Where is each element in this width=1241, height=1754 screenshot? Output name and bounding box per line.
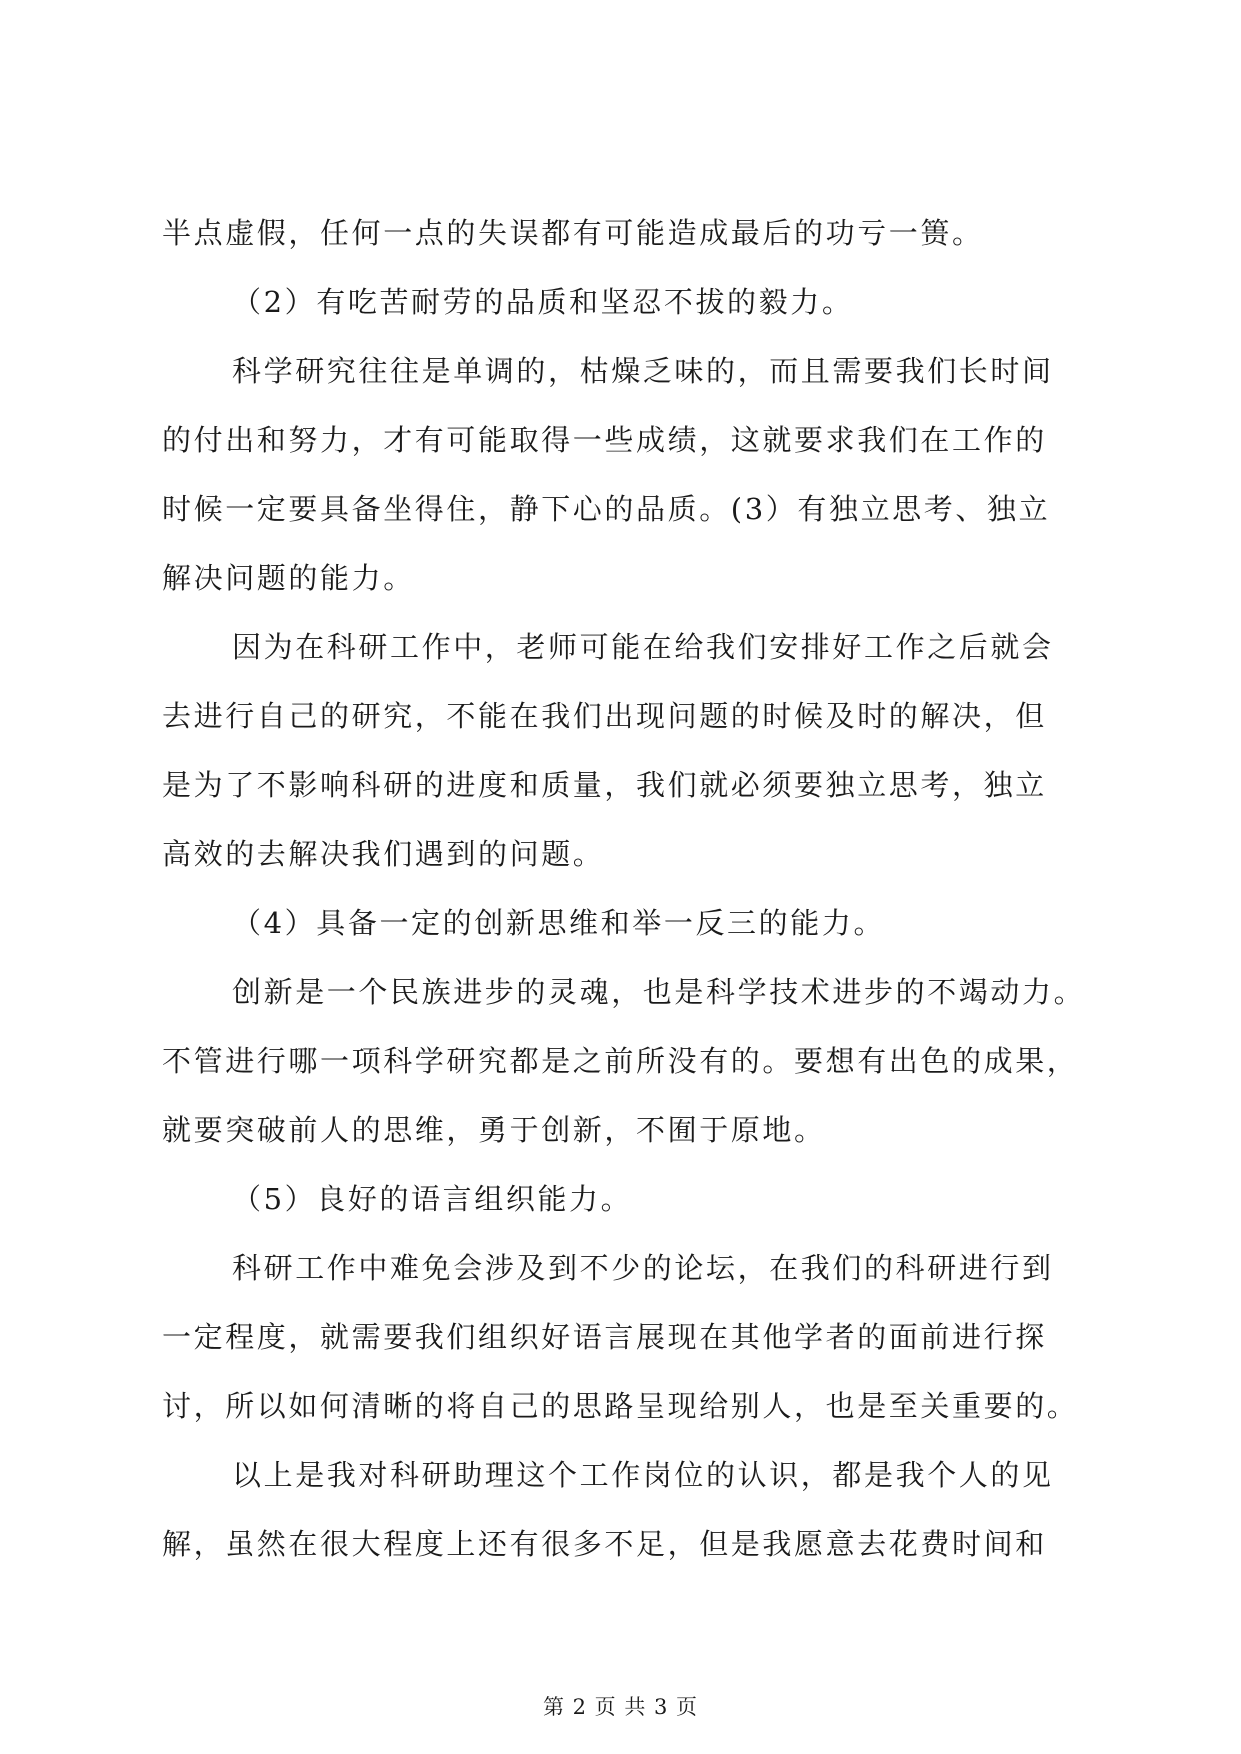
text-line: 不管进行哪一项科学研究都是之前所没有的。要想有出色的成果， xyxy=(162,1044,1079,1078)
text-line: 半点虚假，任何一点的失误都有可能造成最后的功亏一篑。 xyxy=(162,216,984,250)
page-number-footer: 第 2 页 共 3 页 xyxy=(542,1695,699,1719)
text-line: 科研工作中难免会涉及到不少的论坛，在我们的科研进行到 xyxy=(232,1251,1054,1285)
text-line: 时候一定要具备坐得住，静下心的品质。(3）有独立思考、独立 xyxy=(162,492,1051,526)
text-line: 讨，所以如何清晰的将自己的思路呈现给别人，也是至关重要的。 xyxy=(162,1389,1079,1423)
text-line: （4）具备一定的创新思维和举一反三的能力。 xyxy=(232,906,886,940)
text-line: 高效的去解决我们遇到的问题。 xyxy=(162,837,605,871)
text-line: 就要突破前人的思维，勇于创新，不囿于原地。 xyxy=(162,1113,826,1147)
text-line: 解，虽然在很大程度上还有很多不足，但是我愿意去花费时间和 xyxy=(162,1527,1047,1561)
text-line: 解决问题的能力。 xyxy=(162,561,415,595)
text-line: （2）有吃苦耐劳的品质和坚忍不拔的毅力。 xyxy=(232,285,854,319)
text-line: 是为了不影响科研的进度和质量，我们就必须要独立思考，独立 xyxy=(162,768,1047,802)
text-line: 一定程度，就需要我们组织好语言展现在其他学者的面前进行探 xyxy=(162,1320,1047,1354)
text-line: 因为在科研工作中，老师可能在给我们安排好工作之后就会 xyxy=(232,630,1054,664)
text-line: （5）良好的语言组织能力。 xyxy=(232,1182,633,1216)
text-line: 科学研究往往是单调的，枯燥乏味的，而且需要我们长时间 xyxy=(232,354,1054,388)
text-line: 去进行自己的研究，不能在我们出现问题的时候及时的解决，但 xyxy=(162,699,1047,733)
text-line: 以上是我对科研助理这个工作岗位的认识，都是我个人的见 xyxy=(232,1458,1054,1492)
text-line: 创新是一个民族进步的灵魂，也是科学技术进步的不竭动力。 xyxy=(232,975,1086,1009)
text-line: 的付出和努力，才有可能取得一些成绩，这就要求我们在工作的 xyxy=(162,423,1047,457)
